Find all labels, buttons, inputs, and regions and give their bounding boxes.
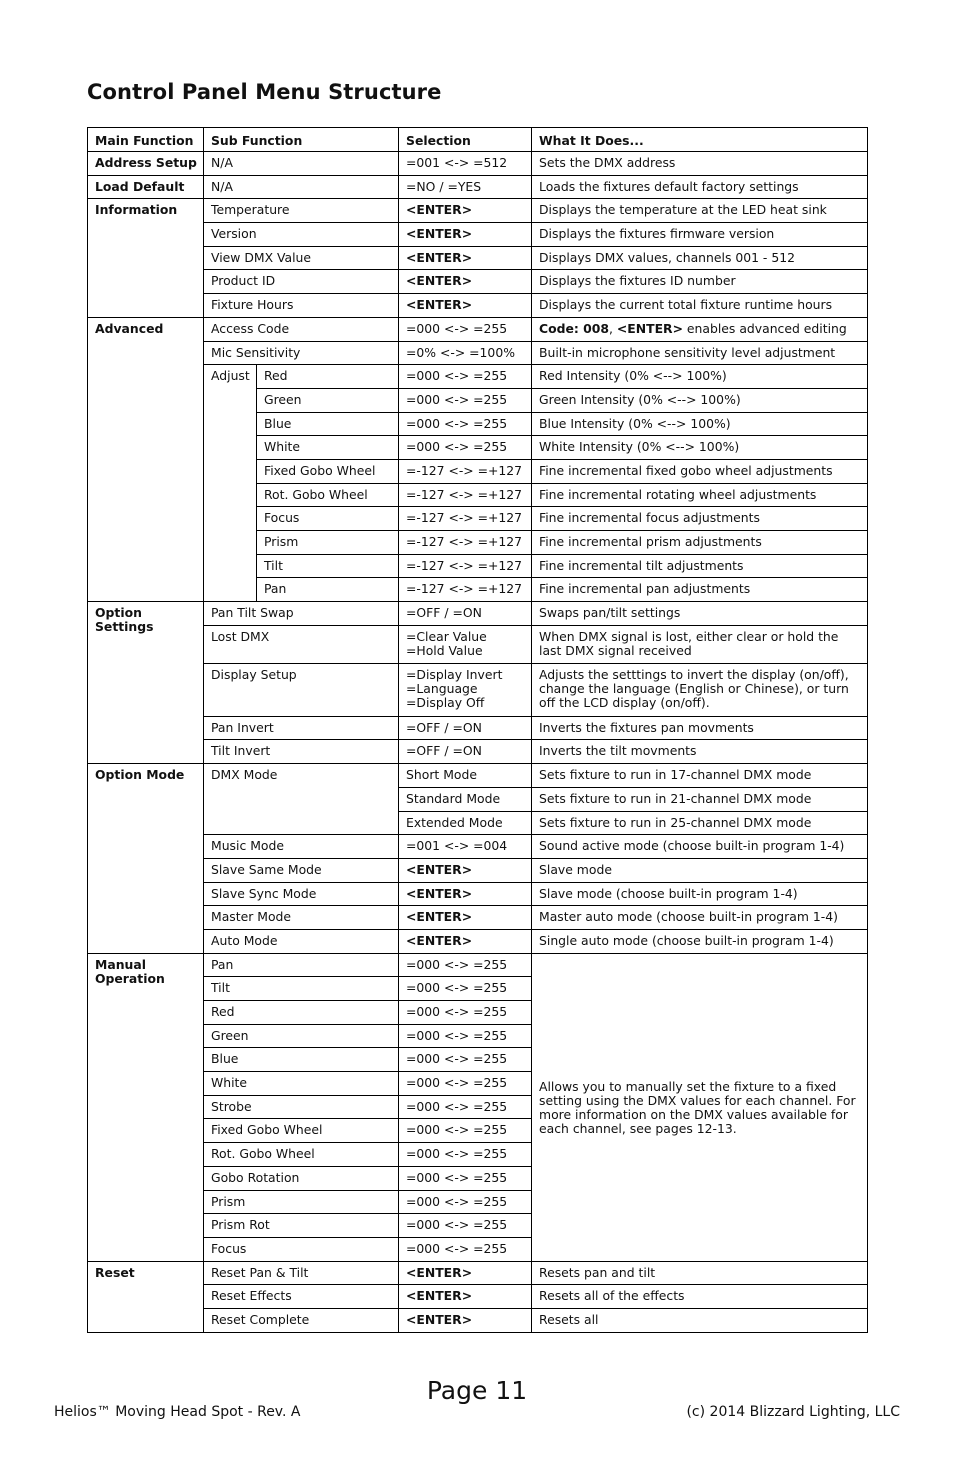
selection: =-127 <-> =+127 bbox=[399, 531, 532, 555]
sub-function: Pan bbox=[204, 953, 399, 977]
table-row bbox=[88, 764, 868, 788]
sub-function: Rot. Gobo Wheel bbox=[257, 483, 399, 507]
description: Loads the fixtures default factory settings bbox=[532, 175, 868, 199]
main-function: Manual Operation bbox=[88, 953, 204, 1261]
selection: =000 <-> =255 bbox=[399, 1214, 532, 1238]
table-row bbox=[88, 199, 868, 223]
selection: =001 <-> =512 bbox=[399, 152, 532, 176]
description: Displays the fixtures ID number bbox=[532, 270, 868, 294]
description: Displays the fixtures firmware version bbox=[532, 223, 868, 247]
sub-function: Green bbox=[204, 1024, 399, 1048]
selection: =NO / =YES bbox=[399, 175, 532, 199]
table-row bbox=[88, 953, 868, 977]
adjust-label: Adjust bbox=[204, 365, 257, 602]
selection: =001 <-> =004 bbox=[399, 835, 532, 859]
sub-function: White bbox=[204, 1072, 399, 1096]
selection: <ENTER> bbox=[399, 858, 532, 882]
sub-function: N/A bbox=[204, 175, 399, 199]
table-row bbox=[88, 1285, 868, 1309]
selection: <ENTER> bbox=[399, 1308, 532, 1332]
selection: =000 <-> =255 bbox=[399, 1237, 532, 1261]
sub-function: Tilt bbox=[204, 977, 399, 1001]
table-row bbox=[88, 625, 868, 663]
header-what-it-does: What It Does... bbox=[532, 128, 868, 152]
sub-function: Reset Effects bbox=[204, 1285, 399, 1309]
sub-function: Red bbox=[257, 365, 399, 389]
table-row bbox=[88, 858, 868, 882]
table-row bbox=[88, 882, 868, 906]
sub-function: Master Mode bbox=[204, 906, 399, 930]
description: Adjusts the setttings to invert the display (on/off), change the language (English or Chinese), or turn off the LCD display (on/off). bbox=[532, 663, 868, 716]
description: Master auto mode (choose built-in program 1-4) bbox=[532, 906, 868, 930]
table-header-row bbox=[88, 128, 868, 152]
footer-product-name: Helios™ Moving Head Spot - Rev. A bbox=[54, 1404, 301, 1420]
description: Resets all of the effects bbox=[532, 1285, 868, 1309]
description: Slave mode (choose built-in program 1-4) bbox=[532, 882, 868, 906]
sub-function: Music Mode bbox=[204, 835, 399, 859]
page-title: Control Panel Menu Structure bbox=[87, 80, 442, 104]
menu-structure-table bbox=[87, 127, 868, 1333]
description: Sound active mode (choose built-in program 1-4) bbox=[532, 835, 868, 859]
selection: <ENTER> bbox=[399, 246, 532, 270]
selection: =0% <-> =100% bbox=[399, 341, 532, 365]
table-row bbox=[88, 223, 868, 247]
sub-function: Fixed Gobo Wheel bbox=[204, 1119, 399, 1143]
table-row bbox=[88, 929, 868, 953]
sub-function: White bbox=[257, 436, 399, 460]
table-row bbox=[88, 270, 868, 294]
sub-function: Gobo Rotation bbox=[204, 1166, 399, 1190]
selection-line: =Language bbox=[406, 680, 478, 696]
selection-line: =Display Invert bbox=[406, 666, 503, 682]
description: When DMX signal is lost, either clear or hold the last DMX signal received bbox=[532, 625, 868, 663]
sub-function: Tilt Invert bbox=[204, 740, 399, 764]
table-row bbox=[88, 341, 868, 365]
description: Slave mode bbox=[532, 858, 868, 882]
main-function: Option Mode bbox=[88, 764, 204, 954]
main-function: Address Setup bbox=[88, 152, 204, 176]
header-sub-function: Sub Function bbox=[204, 128, 399, 152]
selection: <ENTER> bbox=[399, 294, 532, 318]
description: Displays DMX values, channels 001 - 512 bbox=[532, 246, 868, 270]
footer-copyright: (c) 2014 Blizzard Lighting, LLC bbox=[686, 1404, 900, 1420]
sub-function: Product ID bbox=[204, 270, 399, 294]
selection-line: =Display Off bbox=[406, 694, 485, 710]
description: Red Intensity (0% <--> 100%) bbox=[532, 365, 868, 389]
selection: Extended Mode bbox=[399, 811, 532, 835]
selection: =000 <-> =255 bbox=[399, 1119, 532, 1143]
sub-function: Prism bbox=[204, 1190, 399, 1214]
page-number: Page 11 bbox=[426, 1376, 528, 1405]
header-selection: Selection bbox=[399, 128, 532, 152]
description: Fine incremental rotating wheel adjustments bbox=[532, 483, 868, 507]
selection: =OFF / =ON bbox=[399, 716, 532, 740]
sub-function: Tilt bbox=[257, 554, 399, 578]
main-function: Advanced bbox=[88, 317, 204, 601]
table-row bbox=[88, 317, 868, 341]
sub-function: Reset Complete bbox=[204, 1308, 399, 1332]
selection: <ENTER> bbox=[399, 882, 532, 906]
description: Sets the DMX address bbox=[532, 152, 868, 176]
description: Fine incremental prism adjustments bbox=[532, 531, 868, 555]
main-function: Information bbox=[88, 199, 204, 317]
sub-function: N/A bbox=[204, 152, 399, 176]
selection: <ENTER> bbox=[399, 199, 532, 223]
table-row bbox=[88, 663, 868, 716]
sub-function: Prism Rot bbox=[204, 1214, 399, 1238]
main-function: Option Settings bbox=[88, 602, 204, 764]
description-rest: enables advanced editing bbox=[682, 320, 847, 336]
selection: =000 <-> =255 bbox=[399, 412, 532, 436]
sub-function: Mic Sensitivity bbox=[204, 341, 399, 365]
table-row bbox=[88, 906, 868, 930]
sub-function: Rot. Gobo Wheel bbox=[204, 1143, 399, 1167]
enter-text: <ENTER> bbox=[616, 320, 683, 336]
selection: =000 <-> =255 bbox=[399, 1095, 532, 1119]
main-function: Load Default bbox=[88, 175, 204, 199]
description: Fine incremental pan adjustments bbox=[532, 578, 868, 602]
sub-function: Auto Mode bbox=[204, 929, 399, 953]
sub-function: Pan Tilt Swap bbox=[204, 602, 399, 626]
description: Displays the temperature at the LED heat sink bbox=[532, 199, 868, 223]
access-code-text: Code: 008 bbox=[539, 320, 610, 336]
sub-function: Access Code bbox=[204, 317, 399, 341]
selection: =000 <-> =255 bbox=[399, 953, 532, 977]
selection: <ENTER> bbox=[399, 223, 532, 247]
selection: =-127 <-> =+127 bbox=[399, 554, 532, 578]
selection: =-127 <-> =+127 bbox=[399, 459, 532, 483]
description: Fine incremental focus adjustments bbox=[532, 507, 868, 531]
selection bbox=[399, 625, 532, 663]
selection: =000 <-> =255 bbox=[399, 1072, 532, 1096]
selection-line: =Clear Value bbox=[406, 628, 487, 644]
sub-function: Reset Pan & Tilt bbox=[204, 1261, 399, 1285]
table-row bbox=[88, 246, 868, 270]
sub-function: Blue bbox=[204, 1048, 399, 1072]
sub-function: Prism bbox=[257, 531, 399, 555]
selection: <ENTER> bbox=[399, 929, 532, 953]
sub-function: Slave Same Mode bbox=[204, 858, 399, 882]
sub-function: Focus bbox=[257, 507, 399, 531]
description: Fine incremental fixed gobo wheel adjustments bbox=[532, 459, 868, 483]
sub-function: Fixture Hours bbox=[204, 294, 399, 318]
sub-function: Version bbox=[204, 223, 399, 247]
table-row bbox=[88, 1261, 868, 1285]
description: Single auto mode (choose built-in program 1-4) bbox=[532, 929, 868, 953]
selection: =-127 <-> =+127 bbox=[399, 507, 532, 531]
sub-function: Fixed Gobo Wheel bbox=[257, 459, 399, 483]
sub-function: View DMX Value bbox=[204, 246, 399, 270]
description: White Intensity (0% <--> 100%) bbox=[532, 436, 868, 460]
selection-line: =Hold Value bbox=[406, 642, 483, 658]
selection: =000 <-> =255 bbox=[399, 977, 532, 1001]
selection: =000 <-> =255 bbox=[399, 317, 532, 341]
selection: =OFF / =ON bbox=[399, 602, 532, 626]
header-main-function: Main Function bbox=[88, 128, 204, 152]
sub-function: Pan bbox=[257, 578, 399, 602]
table-row bbox=[88, 740, 868, 764]
table-row bbox=[88, 152, 868, 176]
selection: =000 <-> =255 bbox=[399, 1048, 532, 1072]
selection: =000 <-> =255 bbox=[399, 1024, 532, 1048]
selection: Short Mode bbox=[399, 764, 532, 788]
sub-function: DMX Mode bbox=[204, 764, 399, 835]
description: Allows you to manually set the fixture to a fixed setting using the DMX values for each channel. For more information on the DMX values available for each channel, see pages 12-13. bbox=[532, 953, 868, 1261]
table-row bbox=[88, 835, 868, 859]
table-row bbox=[88, 294, 868, 318]
sub-function: Display Setup bbox=[204, 663, 399, 716]
selection: =000 <-> =255 bbox=[399, 1001, 532, 1025]
description: Fine incremental tilt adjustments bbox=[532, 554, 868, 578]
selection: =000 <-> =255 bbox=[399, 1190, 532, 1214]
selection bbox=[399, 663, 532, 716]
selection: <ENTER> bbox=[399, 906, 532, 930]
description: Resets all bbox=[532, 1308, 868, 1332]
selection: =-127 <-> =+127 bbox=[399, 483, 532, 507]
selection: =000 <-> =255 bbox=[399, 1143, 532, 1167]
selection: =-127 <-> =+127 bbox=[399, 578, 532, 602]
table-row bbox=[88, 716, 868, 740]
selection: =000 <-> =255 bbox=[399, 365, 532, 389]
selection: <ENTER> bbox=[399, 1261, 532, 1285]
sub-function: Focus bbox=[204, 1237, 399, 1261]
description: Inverts the fixtures pan movments bbox=[532, 716, 868, 740]
selection: =OFF / =ON bbox=[399, 740, 532, 764]
selection: =000 <-> =255 bbox=[399, 388, 532, 412]
sub-function: Pan Invert bbox=[204, 716, 399, 740]
sub-function: Lost DMX bbox=[204, 625, 399, 663]
description: Built-in microphone sensitivity level adjustment bbox=[532, 341, 868, 365]
description: Sets fixture to run in 21-channel DMX mode bbox=[532, 787, 868, 811]
main-function: Reset bbox=[88, 1261, 204, 1332]
description: Resets pan and tilt bbox=[532, 1261, 868, 1285]
selection: <ENTER> bbox=[399, 1285, 532, 1309]
sub-function: Slave Sync Mode bbox=[204, 882, 399, 906]
separator-text: , bbox=[609, 320, 617, 336]
selection: Standard Mode bbox=[399, 787, 532, 811]
sub-function: Red bbox=[204, 1001, 399, 1025]
table-row bbox=[88, 602, 868, 626]
table-row bbox=[88, 175, 868, 199]
selection: <ENTER> bbox=[399, 270, 532, 294]
description: Green Intensity (0% <--> 100%) bbox=[532, 388, 868, 412]
description: Sets fixture to run in 25-channel DMX mode bbox=[532, 811, 868, 835]
selection: =000 <-> =255 bbox=[399, 436, 532, 460]
description: Displays the current total fixture runtime hours bbox=[532, 294, 868, 318]
description bbox=[532, 317, 868, 341]
description: Blue Intensity (0% <--> 100%) bbox=[532, 412, 868, 436]
description: Sets fixture to run in 17-channel DMX mode bbox=[532, 764, 868, 788]
sub-function: Temperature bbox=[204, 199, 399, 223]
table-row bbox=[88, 365, 868, 389]
table-row bbox=[88, 1308, 868, 1332]
description: Swaps pan/tilt settings bbox=[532, 602, 868, 626]
selection: =000 <-> =255 bbox=[399, 1166, 532, 1190]
description: Inverts the tilt movments bbox=[532, 740, 868, 764]
sub-function: Strobe bbox=[204, 1095, 399, 1119]
sub-function: Blue bbox=[257, 412, 399, 436]
sub-function: Green bbox=[257, 388, 399, 412]
